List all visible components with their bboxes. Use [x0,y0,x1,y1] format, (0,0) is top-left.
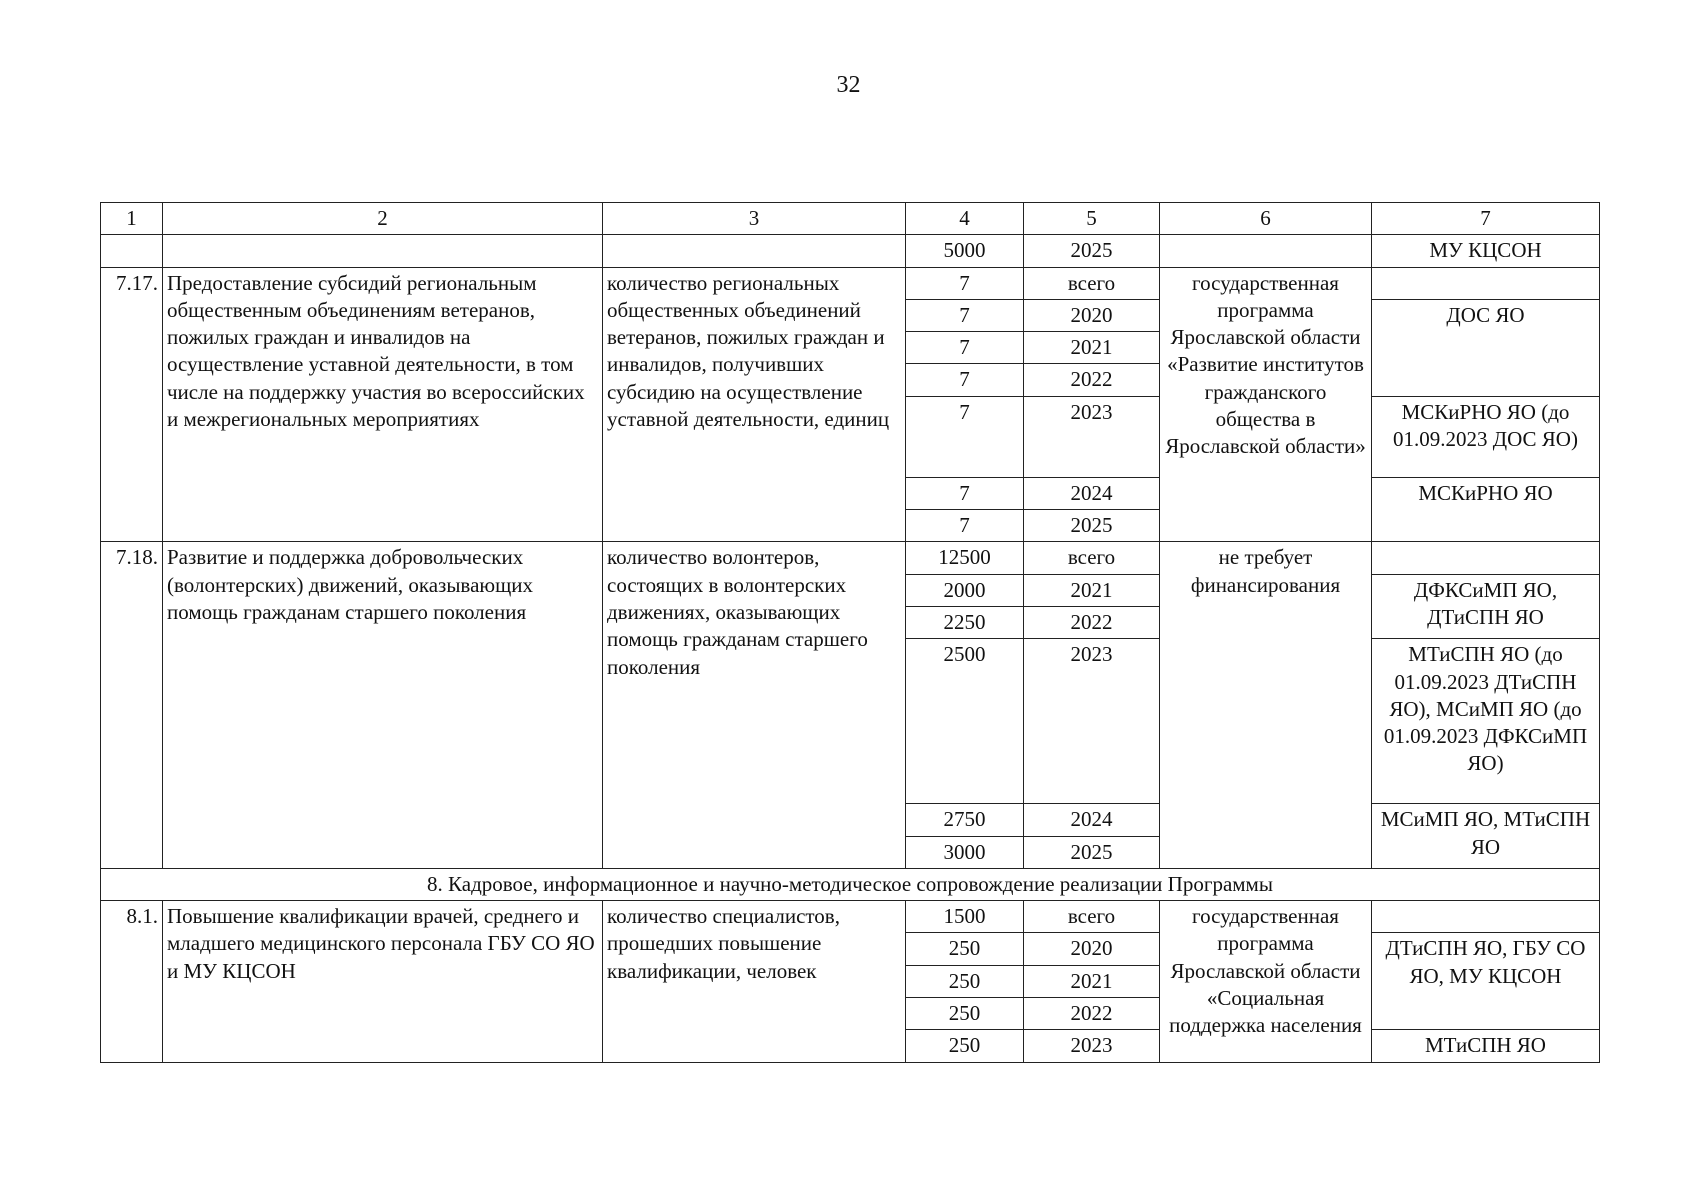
cont-source [1160,235,1372,267]
executor: МТиСПН ЯО (до 01.09.2023 ДТиСПН ЯО), МСиМП ЯО (до 01.09.2023 ДФКСиМП ЯО) [1372,639,1600,804]
executor: ДФКСиМП ЯО, ДТиСПН ЯО [1372,574,1600,639]
item-indicator: количество специалистов, прошедших повышение квалификации, человек [603,901,906,1062]
indicator-year: 2021 [1024,965,1160,997]
table-row [101,901,1600,933]
document-table-wrap [100,202,1600,1063]
header-row [101,203,1600,235]
indicator-value: 2750 [906,804,1024,836]
col-header-3: 3 [603,203,906,235]
executor: ДТиСПН ЯО, ГБУ СО ЯО, МУ КЦСОН [1372,933,1600,1030]
item-number: 8.1. [101,901,163,1062]
cont-indicator [603,235,906,267]
section-title: 8. Кадровое, информационное и научно-методическое сопровождение реализации Программы [101,868,1600,900]
continuation-row [101,235,1600,267]
indicator-value: 250 [906,933,1024,965]
cont-year: 2025 [1024,235,1160,267]
indicator-year: 2025 [1024,836,1160,868]
cont-value: 5000 [906,235,1024,267]
item-indicator: количество региональных общественных объединений ветеранов, пожилых граждан и инвалидов, получивших субсидию на осуществление уставной деятельности, единиц [603,267,906,542]
executor: МТиСПН ЯО [1372,1030,1600,1062]
item-description: Повышение квалификации врачей, среднего и младшего медицинского персонала ГБУ СО ЯО и МУ КЦСОН [163,901,603,1062]
item-description: Развитие и поддержка добровольческих (волонтерских) движений, оказывающих помощь гражданам старшего поколения [163,542,603,868]
indicator-year: 2023 [1024,396,1160,477]
item-indicator: количество волонтеров, состоящих в волонтерских движениях, оказывающих помощь гражданам старшего поколения [603,542,906,868]
executor: МСКиРНО ЯО [1372,477,1600,542]
indicator-value: 7 [906,364,1024,396]
section-row [101,868,1600,900]
indicator-year: 2020 [1024,299,1160,331]
executor: МСКиРНО ЯО (до 01.09.2023 ДОС ЯО) [1372,396,1600,477]
indicator-year: всего [1024,267,1160,299]
indicator-year: 2021 [1024,574,1160,606]
indicator-value: 2250 [906,606,1024,638]
indicator-value: 7 [906,477,1024,509]
table-row [101,542,1600,574]
indicator-value: 3000 [906,836,1024,868]
executor-empty [1372,267,1600,299]
indicator-year: 2024 [1024,477,1160,509]
indicator-year: 2023 [1024,1030,1160,1062]
executor-empty [1372,901,1600,933]
indicator-year: 2022 [1024,606,1160,638]
col-header-1: 1 [101,203,163,235]
indicator-year: 2022 [1024,364,1160,396]
indicator-value: 7 [906,332,1024,364]
executor: ДОС ЯО [1372,299,1600,396]
cont-num [101,235,163,267]
indicator-value: 250 [906,965,1024,997]
executor-empty [1372,542,1600,574]
table-row [101,267,1600,299]
col-header-7: 7 [1372,203,1600,235]
indicator-year: 2021 [1024,332,1160,364]
indicator-value: 12500 [906,542,1024,574]
indicator-value: 2500 [906,639,1024,804]
indicator-value: 2000 [906,574,1024,606]
col-header-2: 2 [163,203,603,235]
indicator-value: 7 [906,510,1024,542]
program-table [100,202,1600,1063]
indicator-year: 2025 [1024,510,1160,542]
cont-executor: МУ КЦСОН [1372,235,1600,267]
indicator-year: 2022 [1024,998,1160,1030]
col-header-4: 4 [906,203,1024,235]
col-header-5: 5 [1024,203,1160,235]
cont-text [163,235,603,267]
funding-source: государственная программа Ярославской области «Развитие институтов гражданского общества в Ярославской области» [1160,267,1372,542]
item-description: Предоставление субсидий региональным общественным объединениям ветеранов, пожилых граждан и инвалидов на осуществление уставной деятельности, в том числе на поддержку участия во всероссийских и межрегиональных мероприятиях [163,267,603,542]
indicator-value: 7 [906,396,1024,477]
funding-source: не требует финансирования [1160,542,1372,868]
col-header-6: 6 [1160,203,1372,235]
indicator-value: 250 [906,998,1024,1030]
indicator-value: 7 [906,299,1024,331]
executor: МСиМП ЯО, МТиСПН ЯО [1372,804,1600,869]
indicator-year: всего [1024,542,1160,574]
indicator-year: 2020 [1024,933,1160,965]
indicator-year: 2024 [1024,804,1160,836]
indicator-value: 7 [906,267,1024,299]
indicator-value: 250 [906,1030,1024,1062]
funding-source: государственная программа Ярославской области «Социальная поддержка населения [1160,901,1372,1062]
page-number: 32 [836,72,861,98]
item-number: 7.17. [101,267,163,542]
indicator-year: 2023 [1024,639,1160,804]
indicator-year: всего [1024,901,1160,933]
indicator-value: 1500 [906,901,1024,933]
item-number: 7.18. [101,542,163,868]
